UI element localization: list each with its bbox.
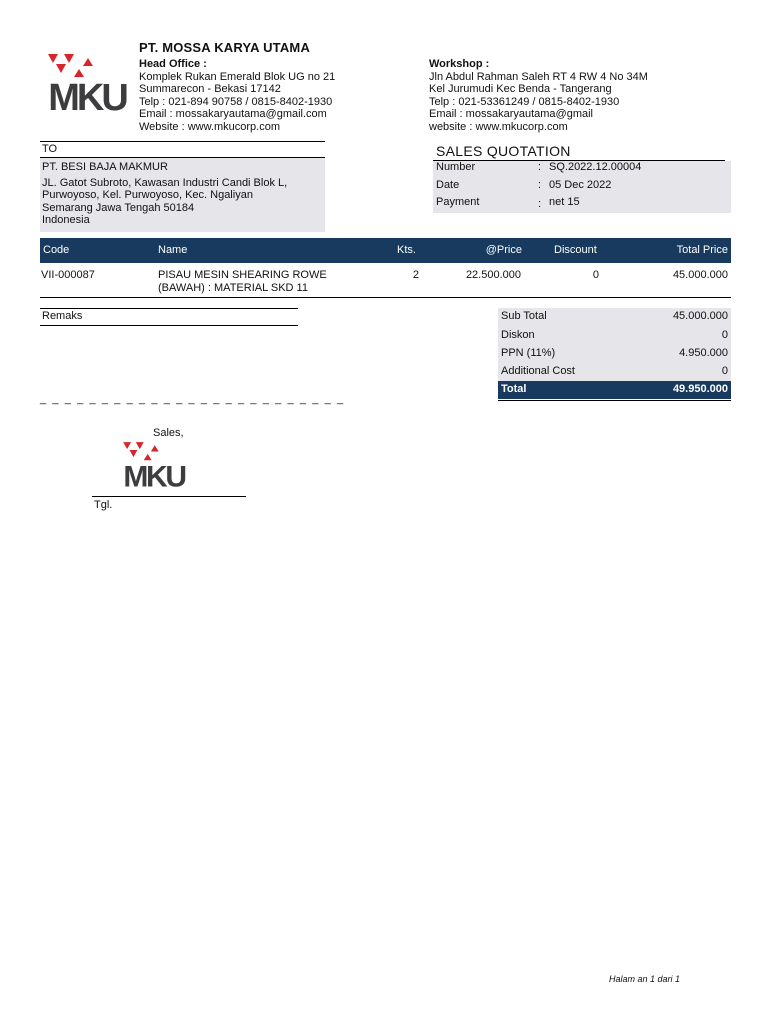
head-office-address-1: Komplek Rukan Emerald Blok UG no 21 [139,70,336,83]
colon: : [538,198,542,210]
discount-label: Diskon [501,329,535,341]
additional-cost-label: Additional Cost [501,365,575,377]
workshop-address-1: Jln Abdul Rahman Saleh RT 4 RW 4 No 34M [429,70,648,83]
item-total: 45.000.000 [672,269,728,281]
company-logo [44,52,130,114]
recipient-address-3: Semarang Jawa Tengah 50184 [42,201,195,214]
remarks-label: Remaks [42,310,83,322]
page-number: Halam an 1 dari 1 [609,974,681,984]
header-total: Total Price [676,244,728,256]
subtotal-row [498,308,731,326]
tax-row [498,345,731,363]
recipient-country: Indonesia [42,214,90,227]
recipient-box [40,158,325,232]
quotation-payment-value: net 15 [549,196,580,208]
grand-total-value: 49.950.000 [672,383,728,395]
additional-cost-value: 0 [721,365,728,377]
header-qty: Kts. [397,244,416,256]
workshop-address-2: Kel Jurumudi Kec Benda - Tangerang [429,83,612,96]
to-label: TO [42,143,58,155]
recipient-address-2: Purwoyoso, Kel. Purwoyoso, Kec. Ngaliyan [42,189,253,202]
quotation-payment-row [436,196,726,210]
discount-row [498,327,731,345]
company-stamp-logo [120,440,188,490]
table-row [40,264,731,298]
discount-value: 0 [721,329,728,341]
stamp-logo-text: MKU [123,460,185,490]
workshop-website: website : www.mkucorp.com [429,120,568,133]
subtotal-value: 45.000.000 [672,310,728,322]
quotation-date-label: Date [436,179,460,191]
item-price: 22.500.000 [465,269,521,281]
head-office-phone: Telp : 021-894 90758 / 0815-8402-1930 [139,95,333,108]
quotation-number-label: Number [436,161,476,173]
header-name: Name [158,244,188,256]
quotation-payment-label: Payment [436,196,480,208]
additional-cost-row [498,363,731,381]
tax-label: PPN (11%) [501,347,556,359]
recipient-company: PT. BESI BAJA MAKMUR [42,161,168,173]
item-name-line-1: PISAU MESIN SHEARING ROWE [158,269,327,281]
item-discount: 0 [592,269,599,281]
item-name-line-2: (BAWAH) : MATERIAL SKD 11 [158,281,308,294]
document-title: SALES QUOTATION [436,143,571,159]
colon: : [538,179,542,191]
head-office-address-2: Summarecon - Bekasi 17142 [139,83,281,96]
quotation-number-row [436,161,726,175]
logo-text: MKU [48,77,126,114]
remarks-bottom-rule [40,325,298,326]
quotation-info-box [433,161,731,213]
quotation-date-row [436,179,726,193]
signature-line [92,496,246,497]
totals-bottom-rule [498,400,731,401]
workshop-heading: Workshop : [429,58,490,70]
company-name: PT. MOSSA KARYA UTAMA [139,40,311,55]
head-office-website: Website : www.mkucorp.com [139,120,281,133]
sales-label: Sales, [153,427,184,439]
item-code: VII-000087 [41,269,95,281]
totals-box [498,308,731,381]
grand-total-label: Total [501,383,527,395]
tax-value: 4.950.000 [679,347,728,359]
header-price: @Price [485,244,522,256]
remarks-dashes: _ _ _ _ _ _ _ _ _ _ _ _ _ _ _ _ _ _ _ _ _ _ _ _ _ [40,393,345,405]
items-table-header [40,238,731,263]
item-qty: 2 [412,269,419,281]
item-name [158,269,327,294]
signature-date-label: Tgl. [94,499,113,511]
head-office-heading: Head Office : [139,58,207,70]
workshop-email: Email : mossakaryautama@gmail [429,108,593,121]
recipient-address-1: JL. Gatot Subroto, Kawasan Industri Candi Blok L, [42,176,288,189]
header-discount: Discount [554,244,597,256]
remarks-top-rule [40,308,298,309]
head-office-block [139,58,335,134]
head-office-email: Email : mossakaryautama@gmail.com [139,108,327,121]
quotation-number-value: SQ.2022.12.00004 [549,161,642,173]
table-bottom-rule [40,297,731,298]
quotation-date-value: 05 Dec 2022 [549,179,612,191]
subtotal-label: Sub Total [501,310,547,322]
grand-total-row [498,381,731,399]
colon: : [538,161,542,173]
workshop-block [429,58,648,134]
header-code: Code [43,244,70,256]
to-top-rule [40,141,325,142]
workshop-phone: Telp : 021-53361249 / 0815-8402-1930 [429,95,620,108]
